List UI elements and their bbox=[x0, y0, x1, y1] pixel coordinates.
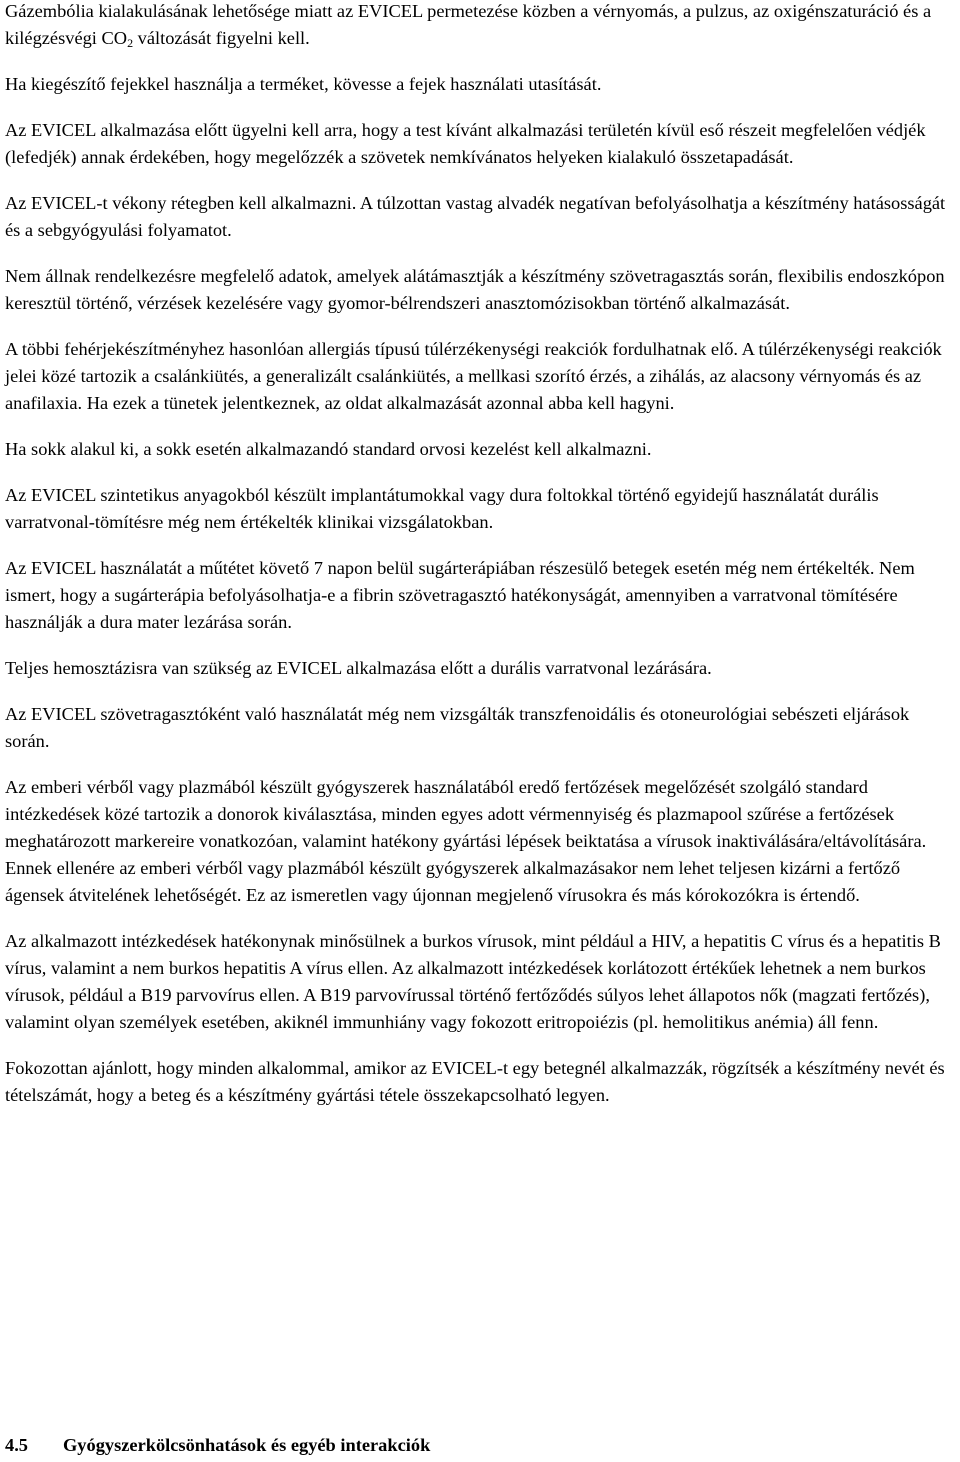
paragraph-viral-safety: Az emberi vérből vagy plazmából készült gyógyszerek használatából eredő fertőzések megelőzését szolgáló standard intézkedések közé tartozik a donorok kiválasztása, minden egyes adott vérmennyiség és plazmapool szűrése a fertőzések meghatározott markereire vonatkozóan, valamint hatékony gyártási lépések beiktatása a vírusok inaktiválására/eltávolítására. Ennek ellenére az emberi vérből vagy plazmából készült gyógyszerek alkalmazásakor nem lehet teljesen kizárni a fertőző ágensek átvitelének lehetőségét. Ez az ismeretlen vagy újonnan megjelenő vírusokra és más kórokozókra is értendő. bbox=[5, 777, 927, 905]
paragraph-insufficient-data: Nem állnak rendelkezésre megfelelő adatok, amelyek alátámasztják a készítmény szövetragasztás során, flexibilis endoszkópon keresztül történő, vérzések kezelésére vagy gyomor-bélrendszeri anasztomózisokban történő alkalmazását. bbox=[5, 266, 945, 313]
paragraph-shock: Ha sokk alakul ki, a sokk esetén alkalmazandó standard orvosi kezelést kell alkalmazni. bbox=[5, 439, 652, 459]
paragraph-hemostasis: Teljes hemosztázisra van szükség az EVICEL alkalmazása előtt a durális varratvonal lezárására. bbox=[5, 658, 712, 678]
paragraph-synthetic-implants: Az EVICEL szintetikus anyagokból készült implantátumokkal vagy dura foltokkal történő egyidejű használatát durális varratvonal-tömítésre még nem értékelték klinikai vizsgálatokban. bbox=[5, 485, 879, 532]
paragraph-thin-layer: Az EVICEL-t vékony rétegben kell alkalmazni. A túlzottan vastag alvadék negatívan befolyásolhatja a készítmény hatásosságát és a sebgyógyulási folyamatot. bbox=[5, 193, 946, 240]
co2-subscript: 2 bbox=[127, 36, 134, 50]
document-page bbox=[5, 0, 955, 1128]
paragraph-hypersensitivity: A többi fehérjekészítményhez hasonlóan allergiás típusú túlérzékenységi reakciók fordulhatnak elő. A túlérzékenységi reakciók jelei közé tartozik a csalánkiütés, a generalizált csalánkiütés, a mellkasi szorító érzés, a zihálás, az alacsony vérnyomás és az anafilaxia. Ha ezek a tünetek jelentkeznek, az oldat alkalmazását azonnal abba kell hagyni. bbox=[5, 339, 942, 413]
section-number: 4.5 bbox=[5, 1435, 28, 1455]
paragraph-virus-measures: Az alkalmazott intézkedések hatékonynak minősülnek a burkos vírusok, mint például a HIV, a hepatitis C vírus és a hepatitis B vírus, valamint a nem burkos hepatitis A vírus ellen. Az alkalmazott intézkedések korlátozott értékűek lehetnek a nem burkos vírusok, például a B19 parvovírus ellen. A B19 parvovírussal történő fertőződés súlyos lehet állapotos nők (magzati fertőzés), valamint olyan személyek esetében, akiknél immunhiány vagy fokozott eritropoiézis (pl. hemolitikus anémia) áll fenn. bbox=[5, 931, 941, 1032]
paragraph-radiotherapy: Az EVICEL használatát a műtétet követő 7 napon belül sugárterápiában részesülő betegek esetén még nem értékelték. Nem ismert, hogy a sugárterápia befolyásolhatja-e a fibrin szövetragasztó hatékonyságát, amennyiben a varratvonal tömítésére használják a dura mater lezárása során. bbox=[5, 558, 915, 632]
section-title: Gyógyszerkölcsönhatások és egyéb interakciók bbox=[63, 1435, 431, 1455]
paragraph-transsphenoidal: Az EVICEL szövetragasztóként való használatát még nem vizsgálták transzfenoidális és otoneurológiai sebészeti eljárások során. bbox=[5, 704, 910, 751]
section-heading bbox=[5, 1432, 430, 1459]
paragraph-protect-areas: Az EVICEL alkalmazása előtt ügyelni kell arra, hogy a test kívánt alkalmazási területén kívül eső részeit megfelelően védjék (lefedjék) annak érdekében, hogy megelőzzék a szövetek nemkívánatos helyeken kialakuló összetapadását. bbox=[5, 120, 926, 167]
paragraph-batch-recording: Fokozottan ajánlott, hogy minden alkalommal, amikor az EVICEL-t egy betegnél alkalmazzák, rögzítsék a készítmény nevét és tételszámát, hogy a beteg és a készítmény gyártási tétele összekapcsolható legyen. bbox=[5, 1058, 945, 1105]
paragraph-applicator-tips: Ha kiegészítő fejekkel használja a terméket, kövesse a fejek használati utasítását. bbox=[5, 74, 602, 94]
paragraph-gas-embolism: Gázembólia kialakulásának lehetősége miatt az EVICEL permetezése közben a vérnyomás, a pulzus, az oxigénszaturáció és a kilégzésvégi CO2 változását figyelni kell. bbox=[5, 1, 932, 50]
